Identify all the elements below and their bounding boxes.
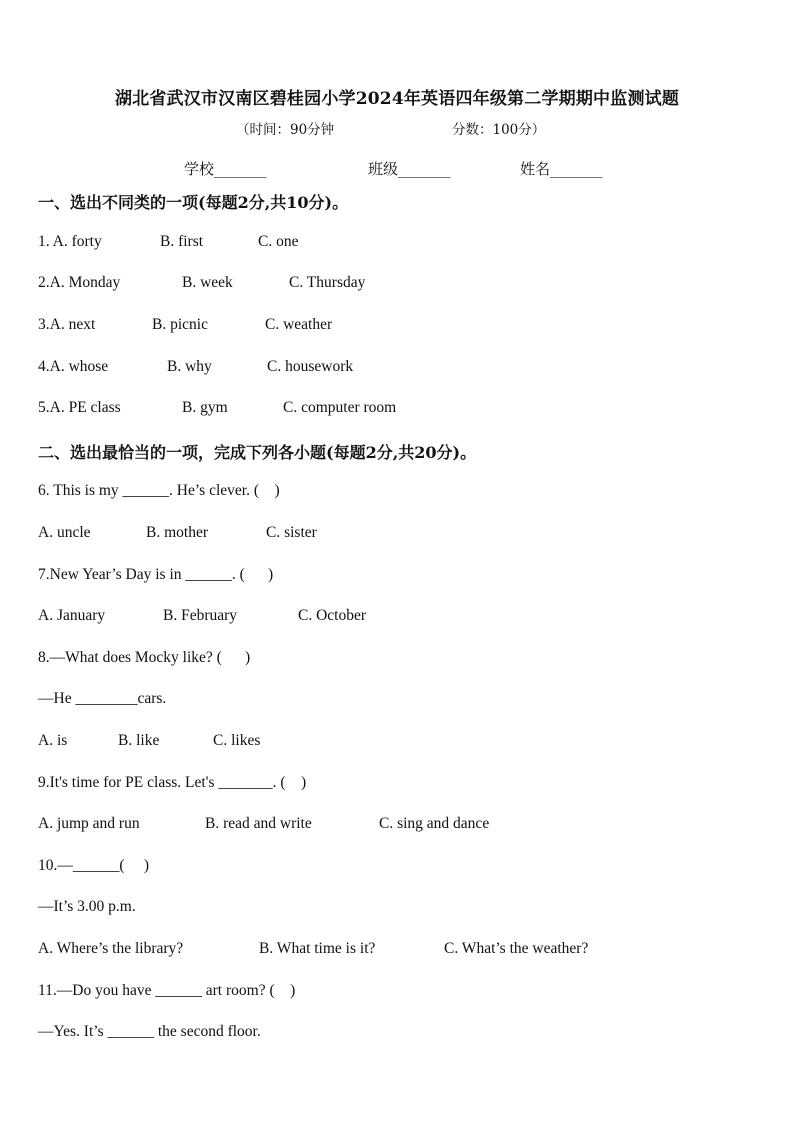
q5-option-c: C. computer room (283, 399, 397, 416)
exam-score: 分数：100分） (452, 122, 546, 138)
q4-option-c: C. housework (267, 358, 354, 375)
q5-option-b: B. gym (182, 399, 228, 416)
q4-option-a: 4.A. whose (38, 358, 109, 375)
q7-option-c: C. October (298, 607, 367, 624)
q7-option-a: A. January (38, 607, 106, 624)
school-field: 学校_______ (184, 160, 267, 178)
q8-option-b: B. like (118, 732, 160, 749)
q8-stem: 8.—What does Mocky like? ( ) (38, 649, 251, 666)
q2-option-c: C. Thursday (289, 274, 366, 291)
page-title: 湖北省武汉市汉南区碧桂园小学2024年英语四年级第二学期期中监测试题 (114, 89, 680, 109)
q4-option-b: B. why (167, 358, 212, 375)
q6-option-a: A. uncle (38, 524, 91, 541)
q1-option-c: C. one (258, 233, 299, 250)
q11-answer-line: —Yes. It’s ______ the second floor. (38, 1023, 261, 1040)
q9-stem: 9.It's time for PE class. Let's _______. ( ) (38, 774, 307, 791)
q3-option-c: C. weather (265, 316, 333, 333)
q1-option-a: 1. A. forty (38, 233, 102, 250)
class-field: 班级_______ (368, 160, 451, 178)
q3-option-a: 3.A. next (38, 316, 96, 333)
name-field: 姓名_______ (520, 160, 603, 178)
q7-stem: 7.New Year’s Day is in ______. ( ) (38, 566, 274, 583)
q6-stem: 6. This is my ______. He’s clever. ( ) (38, 482, 280, 499)
q10-option-b: B. What time is it? (259, 940, 376, 957)
section-2-heading: 二、选出最恰当的一项，完成下列各小题(每题2分,共20分)。 (38, 443, 477, 462)
exam-time: （时间：90分钟 (236, 122, 335, 138)
q8-option-c: C. likes (213, 732, 261, 749)
q7-option-b: B. February (163, 607, 238, 624)
q9-option-a: A. jump and run (38, 815, 140, 832)
q10-answer-line: —It’s 3.00 p.m. (38, 898, 136, 915)
q10-stem: 10.—______( ) (38, 857, 150, 874)
q8-answer-line: —He ________cars. (38, 690, 167, 707)
q5-option-a: 5.A. PE class (38, 399, 121, 416)
q8-option-a: A. is (38, 732, 68, 749)
q1-option-b: B. first (160, 233, 204, 250)
q9-option-c: C. sing and dance (379, 815, 490, 832)
q3-option-b: B. picnic (152, 316, 208, 333)
q11-stem: 11.—Do you have ______ art room? ( ) (38, 982, 296, 999)
q9-option-b: B. read and write (205, 815, 312, 832)
q2-option-a: 2.A. Monday (38, 274, 121, 291)
section-1-heading: 一、选出不同类的一项(每题2分,共10分)。 (38, 193, 349, 212)
q10-option-a: A. Where’s the library? (38, 940, 184, 957)
q6-option-c: C. sister (266, 524, 317, 541)
q6-option-b: B. mother (146, 524, 208, 541)
q2-option-b: B. week (182, 274, 233, 291)
q10-option-c: C. What’s the weather? (444, 940, 589, 957)
